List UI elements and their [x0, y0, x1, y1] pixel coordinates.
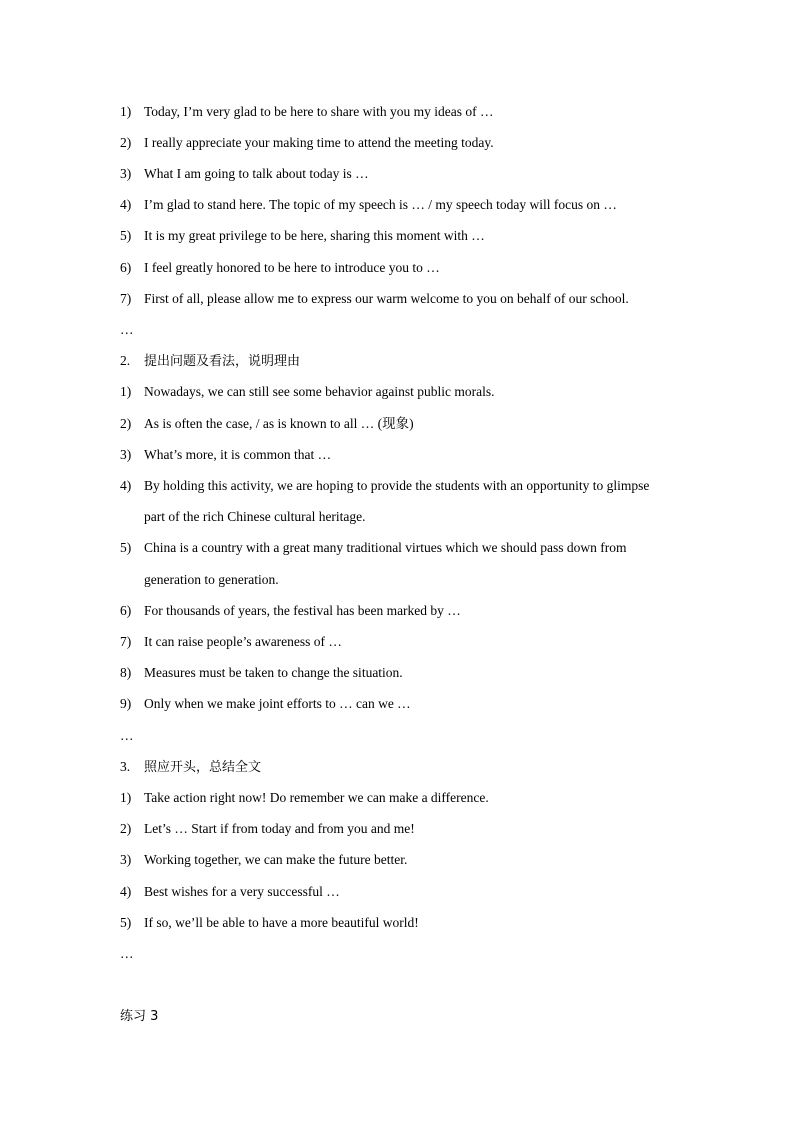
list-item — [120, 477, 680, 495]
list-text: What’s more, it is common that … — [144, 447, 332, 462]
list-text: As is often the case, / as is known to all … (现象) — [144, 416, 414, 431]
list-text: I’m glad to stand here. The topic of my speech is … / my speech today will focus on … — [144, 197, 617, 212]
list-number: 1) — [120, 384, 132, 399]
list-item — [120, 290, 680, 308]
list-text: What I am going to talk about today is … — [144, 166, 369, 181]
list-number: 3) — [120, 852, 132, 867]
list-item — [120, 539, 680, 557]
section-heading — [120, 758, 680, 777]
list-item — [120, 103, 680, 121]
list-number: 4) — [120, 884, 132, 899]
list-item — [120, 633, 680, 651]
list-item — [120, 820, 680, 838]
list-number: 3) — [120, 166, 132, 181]
list-number: 5) — [120, 915, 132, 930]
list-text: It is my great privilege to be here, sharing this moment with … — [144, 228, 485, 243]
list-text: I really appreciate your making time to attend the meeting today. — [144, 135, 494, 150]
list-text: Working together, we can make the future better. — [144, 852, 408, 867]
list-item — [120, 851, 680, 869]
list-number: 2) — [120, 821, 132, 836]
list-text: Only when we make joint efforts to … can we … — [144, 696, 411, 711]
ellipsis-marker: … — [120, 946, 134, 961]
list-number: 5) — [120, 540, 132, 555]
list-item-continuation: part of the rich Chinese cultural heritage. — [144, 509, 366, 524]
exercise-label: 练习 3 — [120, 1009, 159, 1024]
section-number: 3. — [120, 759, 131, 774]
list-item — [120, 914, 680, 932]
ellipsis-marker: … — [120, 322, 134, 337]
section-title: 照应开头，总结全文 — [144, 760, 262, 775]
list-item — [120, 196, 680, 214]
list-number: 4) — [120, 197, 132, 212]
section-number: 2. — [120, 353, 131, 368]
list-item — [120, 259, 680, 277]
list-item — [120, 134, 680, 152]
list-item — [120, 883, 680, 901]
list-item — [120, 602, 680, 620]
list-item — [120, 383, 680, 401]
list-text: For thousands of years, the festival has been marked by … — [144, 603, 461, 618]
list-number: 7) — [120, 634, 132, 649]
list-item — [120, 227, 680, 245]
ellipsis-marker: … — [120, 728, 134, 743]
list-item — [120, 695, 680, 713]
list-text: I feel greatly honored to be here to introduce you to … — [144, 260, 440, 275]
list-text: If so, we’ll be able to have a more beautiful world! — [144, 915, 419, 930]
list-text: Take action right now! Do remember we can make a difference. — [144, 790, 489, 805]
list-number: 6) — [120, 603, 132, 618]
list-text: Today, I’m very glad to be here to share with you my ideas of … — [144, 104, 494, 119]
list-item — [120, 664, 680, 682]
list-number: 2) — [120, 135, 132, 150]
list-text: By holding this activity, we are hoping to provide the students with an opportunity to glimpse — [144, 478, 650, 493]
list-number: 5) — [120, 228, 132, 243]
list-number: 9) — [120, 696, 132, 711]
list-number: 1) — [120, 790, 132, 805]
list-number: 3) — [120, 447, 132, 462]
list-text: China is a country with a great many traditional virtues which we should pass down from — [144, 540, 627, 555]
list-text: First of all, please allow me to express our warm welcome to you on behalf of our school. — [144, 291, 629, 306]
list-text: It can raise people’s awareness of … — [144, 634, 342, 649]
list-number: 6) — [120, 260, 132, 275]
section-heading — [120, 352, 680, 371]
list-number: 4) — [120, 478, 132, 493]
list-item — [120, 165, 680, 183]
list-item — [120, 446, 680, 464]
list-item — [120, 789, 680, 807]
list-text: Best wishes for a very successful … — [144, 884, 340, 899]
list-text: Nowadays, we can still see some behavior against public morals. — [144, 384, 495, 399]
list-text: Measures must be taken to change the situation. — [144, 665, 403, 680]
list-item-continuation: generation to generation. — [144, 572, 279, 587]
list-number: 7) — [120, 291, 132, 306]
list-item — [120, 415, 680, 433]
list-number: 2) — [120, 416, 132, 431]
section-title: 提出问题及看法，说明理由 — [144, 354, 301, 369]
list-text: Let’s … Start if from today and from you and me! — [144, 821, 415, 836]
list-number: 1) — [120, 104, 132, 119]
list-number: 8) — [120, 665, 132, 680]
